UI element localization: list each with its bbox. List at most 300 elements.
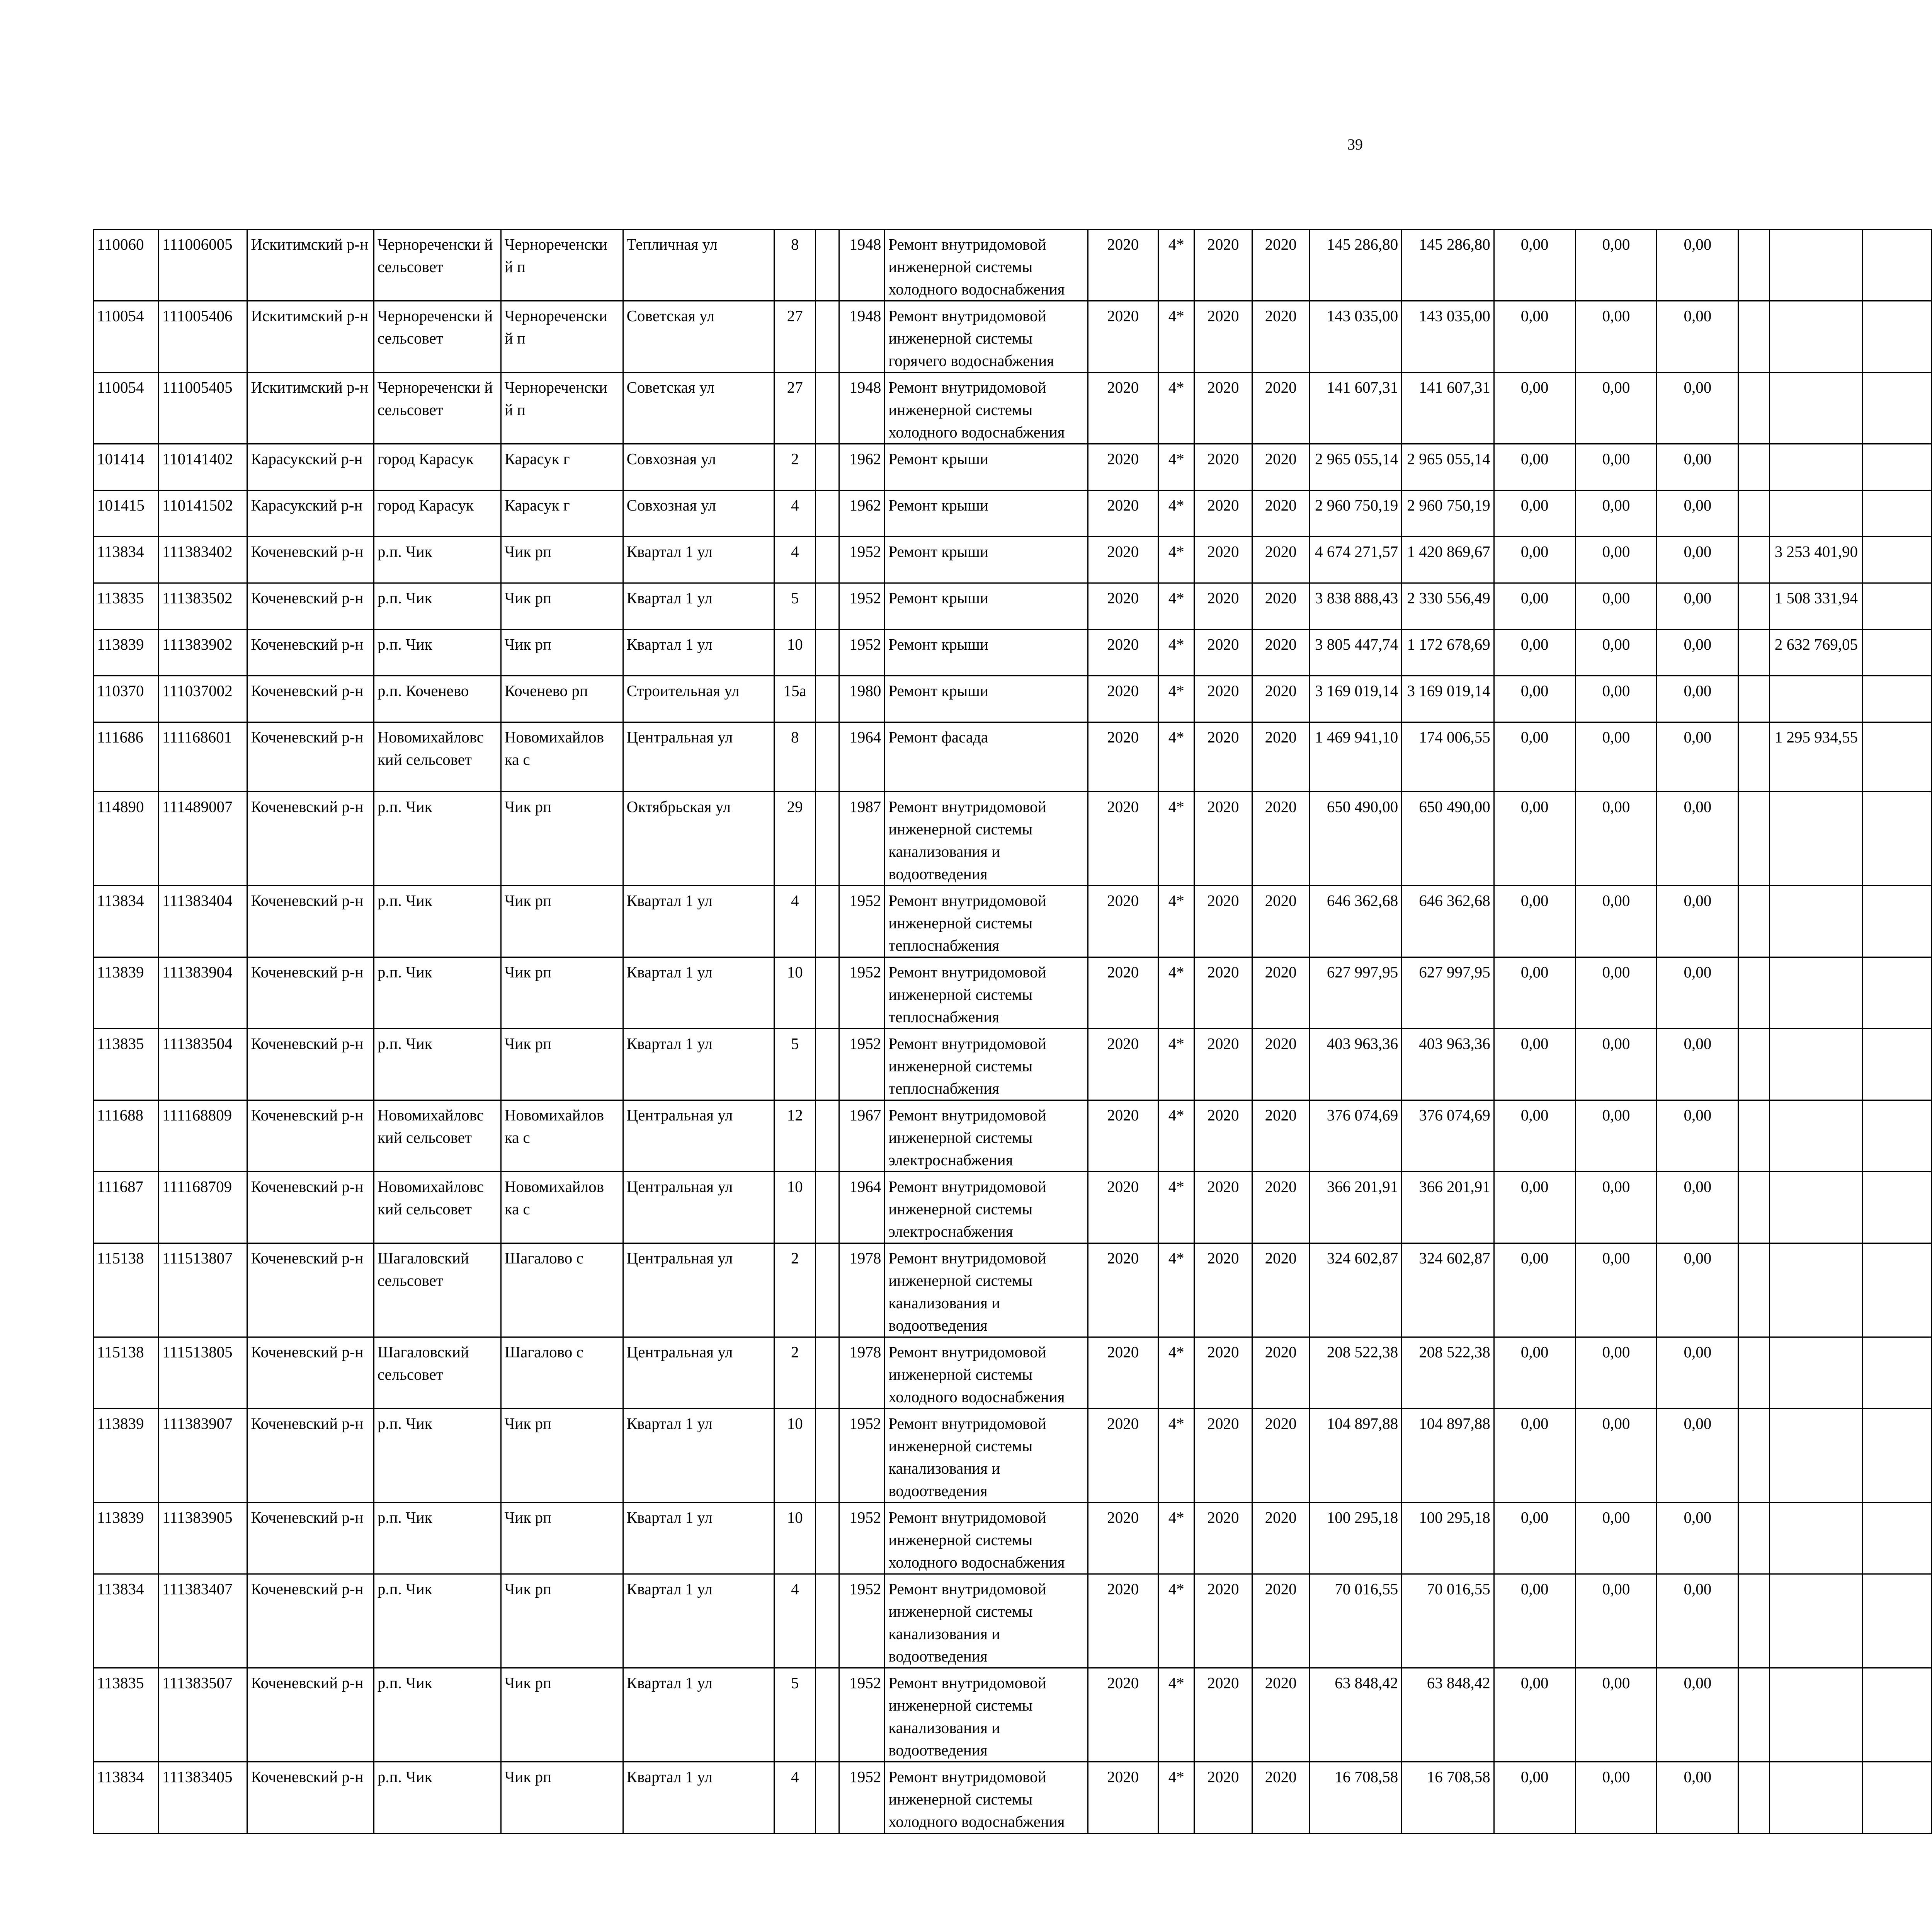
- cell-building: [816, 886, 839, 957]
- cell-cost-col-19: 0,00: [1657, 630, 1738, 676]
- cell-start-year: 2020: [1194, 537, 1252, 583]
- cell-cost-col-17: 0,00: [1494, 301, 1575, 373]
- cell-plan-year: 2020: [1088, 1574, 1158, 1668]
- cell-total-cost: 3 169 019,14: [1310, 676, 1402, 722]
- cell-settlement: Чик рп: [501, 957, 623, 1029]
- cell-cost-col-18: 0,00: [1575, 957, 1657, 1029]
- cell-cost-col-19: 0,00: [1657, 1243, 1738, 1337]
- cell-other-cost: [1770, 490, 1863, 537]
- cell-plan-year: 2020: [1088, 886, 1158, 957]
- cell-total-cost: 650 490,00: [1310, 792, 1402, 886]
- cell-empty-col-22: [1863, 957, 1932, 1029]
- cell-cost-col-17: 0,00: [1494, 537, 1575, 583]
- table-row: [94, 444, 1932, 490]
- cell-fund-cost: 174 006,55: [1402, 722, 1494, 792]
- cell-stage: 4*: [1158, 1337, 1194, 1409]
- cell-program-id: 111005405: [159, 373, 247, 444]
- cell-cost-col-18: 0,00: [1575, 1762, 1657, 1834]
- cell-total-cost: 141 607,31: [1310, 373, 1402, 444]
- cell-fund-cost: 3 169 019,14: [1402, 676, 1494, 722]
- cell-district: Коченевский р-н: [247, 1409, 374, 1503]
- cell-plan-year: 2020: [1088, 1762, 1158, 1834]
- cell-street: Тепличная ул: [623, 230, 774, 301]
- cell-building: [816, 1574, 839, 1668]
- cell-cost-col-18: 0,00: [1575, 722, 1657, 792]
- cell-work-type: Ремонт внутридомовой инженерной системы теплоснабжения: [885, 957, 1088, 1029]
- cell-house-number: 15а: [774, 676, 816, 722]
- cell-empty-col-22: [1863, 1243, 1932, 1337]
- cell-cost-col-18: 0,00: [1575, 583, 1657, 630]
- cell-settlement: Чик рп: [501, 537, 623, 583]
- cell-municipality: Чернореченски й сельсовет: [374, 301, 501, 373]
- table-row: [94, 792, 1932, 886]
- cell-cost-col-19: 0,00: [1657, 1172, 1738, 1243]
- cell-end-year: 2020: [1252, 537, 1310, 583]
- cell-building: [816, 957, 839, 1029]
- cell-fund-cost: 376 074,69: [1402, 1100, 1494, 1172]
- cell-end-year: 2020: [1252, 490, 1310, 537]
- cell-start-year: 2020: [1194, 957, 1252, 1029]
- cell-cost-col-19: 0,00: [1657, 957, 1738, 1029]
- cell-total-cost: 2 960 750,19: [1310, 490, 1402, 537]
- cell-house-id: 113834: [94, 537, 159, 583]
- cell-end-year: 2020: [1252, 792, 1310, 886]
- cell-cost-col-19: 0,00: [1657, 490, 1738, 537]
- cell-empty-col-22: [1863, 301, 1932, 373]
- cell-empty-col-20: [1738, 1243, 1770, 1337]
- cell-other-cost: [1770, 676, 1863, 722]
- cell-empty-col-22: [1863, 1100, 1932, 1172]
- cell-fund-cost: 104 897,88: [1402, 1409, 1494, 1503]
- cell-house-number: 10: [774, 1503, 816, 1574]
- cell-street: Строительная ул: [623, 676, 774, 722]
- cell-cost-col-17: 0,00: [1494, 630, 1575, 676]
- cell-house-id: 113839: [94, 1409, 159, 1503]
- cell-plan-year: 2020: [1088, 676, 1158, 722]
- cell-cost-col-18: 0,00: [1575, 1243, 1657, 1337]
- cell-cost-col-18: 0,00: [1575, 1337, 1657, 1409]
- cell-building: [816, 1029, 839, 1100]
- cell-total-cost: 3 805 447,74: [1310, 630, 1402, 676]
- cell-end-year: 2020: [1252, 1029, 1310, 1100]
- cell-empty-col-22: [1863, 676, 1932, 722]
- register-table: [93, 229, 1932, 1834]
- cell-other-cost: [1770, 373, 1863, 444]
- cell-program-id: 111037002: [159, 676, 247, 722]
- cell-other-cost: [1770, 1172, 1863, 1243]
- cell-building: [816, 630, 839, 676]
- cell-house-number: 4: [774, 1762, 816, 1834]
- cell-fund-cost: 143 035,00: [1402, 301, 1494, 373]
- cell-house-number: 10: [774, 630, 816, 676]
- cell-work-type: Ремонт внутридомовой инженерной системы канализования и водоотведения: [885, 1668, 1088, 1762]
- cell-work-type: Ремонт внутридомовой инженерной системы теплоснабжения: [885, 1029, 1088, 1100]
- cell-work-type: Ремонт внутридомовой инженерной системы электроснабжения: [885, 1100, 1088, 1172]
- cell-year-built: 1952: [839, 886, 884, 957]
- table-row: [94, 1100, 1932, 1172]
- cell-empty-col-20: [1738, 1503, 1770, 1574]
- cell-empty-col-20: [1738, 301, 1770, 373]
- cell-street: Центральная ул: [623, 1337, 774, 1409]
- cell-start-year: 2020: [1194, 444, 1252, 490]
- cell-program-id: 111383904: [159, 957, 247, 1029]
- cell-street: Центральная ул: [623, 722, 774, 792]
- table-row: [94, 373, 1932, 444]
- cell-house-id: 101415: [94, 490, 159, 537]
- cell-house-number: 5: [774, 1668, 816, 1762]
- cell-plan-year: 2020: [1088, 301, 1158, 373]
- cell-empty-col-20: [1738, 444, 1770, 490]
- cell-house-number: 27: [774, 373, 816, 444]
- cell-other-cost: [1770, 1100, 1863, 1172]
- cell-start-year: 2020: [1194, 373, 1252, 444]
- cell-stage: 4*: [1158, 230, 1194, 301]
- cell-cost-col-19: 0,00: [1657, 1100, 1738, 1172]
- cell-cost-col-18: 0,00: [1575, 444, 1657, 490]
- cell-year-built: 1948: [839, 373, 884, 444]
- cell-settlement: Чик рп: [501, 792, 623, 886]
- cell-fund-cost: 627 997,95: [1402, 957, 1494, 1029]
- cell-total-cost: 63 848,42: [1310, 1668, 1402, 1762]
- cell-total-cost: 3 838 888,43: [1310, 583, 1402, 630]
- cell-cost-col-18: 0,00: [1575, 630, 1657, 676]
- cell-program-id: 111005406: [159, 301, 247, 373]
- cell-district: Коченевский р-н: [247, 583, 374, 630]
- cell-cost-col-18: 0,00: [1575, 1574, 1657, 1668]
- cell-other-cost: 3 253 401,90: [1770, 537, 1863, 583]
- cell-empty-col-20: [1738, 490, 1770, 537]
- cell-empty-col-20: [1738, 1668, 1770, 1762]
- cell-house-number: 4: [774, 537, 816, 583]
- cell-empty-col-22: [1863, 886, 1932, 957]
- cell-house-id: 113839: [94, 1503, 159, 1574]
- cell-street: Квартал 1 ул: [623, 1668, 774, 1762]
- cell-stage: 4*: [1158, 1762, 1194, 1834]
- cell-work-type: Ремонт внутридомовой инженерной системы холодного водоснабжения: [885, 230, 1088, 301]
- cell-work-type: Ремонт внутридомовой инженерной системы канализования и водоотведения: [885, 1574, 1088, 1668]
- cell-empty-col-20: [1738, 957, 1770, 1029]
- cell-municipality: город Карасук: [374, 444, 501, 490]
- cell-district: Коченевский р-н: [247, 630, 374, 676]
- cell-year-built: 1978: [839, 1243, 884, 1337]
- cell-settlement: Коченево рп: [501, 676, 623, 722]
- cell-cost-col-18: 0,00: [1575, 792, 1657, 886]
- cell-house-id: 110370: [94, 676, 159, 722]
- cell-building: [816, 1243, 839, 1337]
- cell-cost-col-19: 0,00: [1657, 1503, 1738, 1574]
- cell-cost-col-18: 0,00: [1575, 1100, 1657, 1172]
- cell-plan-year: 2020: [1088, 1172, 1158, 1243]
- cell-start-year: 2020: [1194, 1337, 1252, 1409]
- table-row: [94, 1762, 1932, 1834]
- cell-plan-year: 2020: [1088, 1029, 1158, 1100]
- cell-fund-cost: 650 490,00: [1402, 792, 1494, 886]
- cell-plan-year: 2020: [1088, 373, 1158, 444]
- cell-cost-col-17: 0,00: [1494, 1337, 1575, 1409]
- cell-municipality: р.п. Чик: [374, 957, 501, 1029]
- cell-municipality: р.п. Чик: [374, 1029, 501, 1100]
- cell-cost-col-17: 0,00: [1494, 722, 1575, 792]
- cell-end-year: 2020: [1252, 301, 1310, 373]
- cell-empty-col-20: [1738, 886, 1770, 957]
- cell-year-built: 1952: [839, 630, 884, 676]
- cell-start-year: 2020: [1194, 792, 1252, 886]
- cell-empty-col-20: [1738, 722, 1770, 792]
- cell-total-cost: 208 522,38: [1310, 1337, 1402, 1409]
- cell-plan-year: 2020: [1088, 722, 1158, 792]
- table-row: [94, 490, 1932, 537]
- cell-street: Квартал 1 ул: [623, 1409, 774, 1503]
- cell-house-id: 113835: [94, 1029, 159, 1100]
- cell-house-number: 4: [774, 1574, 816, 1668]
- cell-settlement: Шагалово с: [501, 1337, 623, 1409]
- cell-empty-col-22: [1863, 537, 1932, 583]
- cell-house-number: 12: [774, 1100, 816, 1172]
- cell-work-type: Ремонт крыши: [885, 676, 1088, 722]
- cell-work-type: Ремонт внутридомовой инженерной системы горячего водоснабжения: [885, 301, 1088, 373]
- cell-street: Квартал 1 ул: [623, 886, 774, 957]
- cell-plan-year: 2020: [1088, 630, 1158, 676]
- cell-end-year: 2020: [1252, 373, 1310, 444]
- cell-end-year: 2020: [1252, 676, 1310, 722]
- cell-empty-col-22: [1863, 373, 1932, 444]
- cell-program-id: 110141402: [159, 444, 247, 490]
- cell-stage: 4*: [1158, 1243, 1194, 1337]
- cell-fund-cost: 141 607,31: [1402, 373, 1494, 444]
- cell-work-type: Ремонт внутридомовой инженерной системы холодного водоснабжения: [885, 1503, 1088, 1574]
- cell-street: Квартал 1 ул: [623, 957, 774, 1029]
- cell-plan-year: 2020: [1088, 490, 1158, 537]
- cell-end-year: 2020: [1252, 1503, 1310, 1574]
- cell-cost-col-19: 0,00: [1657, 1029, 1738, 1100]
- cell-street: Советская ул: [623, 301, 774, 373]
- cell-year-built: 1952: [839, 1503, 884, 1574]
- cell-building: [816, 676, 839, 722]
- register-table-body: [94, 230, 1932, 1834]
- cell-stage: 4*: [1158, 792, 1194, 886]
- cell-building: [816, 792, 839, 886]
- cell-end-year: 2020: [1252, 1574, 1310, 1668]
- cell-empty-col-22: [1863, 1503, 1932, 1574]
- cell-settlement: Шагалово с: [501, 1243, 623, 1337]
- cell-plan-year: 2020: [1088, 1668, 1158, 1762]
- cell-cost-col-19: 0,00: [1657, 1337, 1738, 1409]
- cell-program-id: 111168601: [159, 722, 247, 792]
- cell-building: [816, 230, 839, 301]
- cell-district: Коченевский р-н: [247, 676, 374, 722]
- cell-street: Квартал 1 ул: [623, 1762, 774, 1834]
- cell-end-year: 2020: [1252, 722, 1310, 792]
- cell-end-year: 2020: [1252, 1762, 1310, 1834]
- cell-house-id: 101414: [94, 444, 159, 490]
- cell-work-type: Ремонт внутридомовой инженерной системы электроснабжения: [885, 1172, 1088, 1243]
- cell-street: Советская ул: [623, 373, 774, 444]
- cell-empty-col-20: [1738, 537, 1770, 583]
- cell-municipality: р.п. Чик: [374, 886, 501, 957]
- cell-district: Коченевский р-н: [247, 1668, 374, 1762]
- cell-cost-col-19: 0,00: [1657, 1762, 1738, 1834]
- cell-building: [816, 1172, 839, 1243]
- cell-house-id: 110054: [94, 301, 159, 373]
- cell-house-number: 8: [774, 230, 816, 301]
- cell-program-id: 111383504: [159, 1029, 247, 1100]
- cell-district: Искитимский р-н: [247, 230, 374, 301]
- cell-program-id: 110141502: [159, 490, 247, 537]
- cell-end-year: 2020: [1252, 630, 1310, 676]
- cell-stage: 4*: [1158, 1409, 1194, 1503]
- cell-empty-col-22: [1863, 1029, 1932, 1100]
- cell-work-type: Ремонт фасада: [885, 722, 1088, 792]
- cell-work-type: Ремонт внутридомовой инженерной системы холодного водоснабжения: [885, 373, 1088, 444]
- cell-plan-year: 2020: [1088, 1100, 1158, 1172]
- cell-district: Коченевский р-н: [247, 1574, 374, 1668]
- cell-stage: 4*: [1158, 1668, 1194, 1762]
- cell-start-year: 2020: [1194, 490, 1252, 537]
- cell-cost-col-17: 0,00: [1494, 957, 1575, 1029]
- cell-house-number: 4: [774, 490, 816, 537]
- cell-total-cost: 646 362,68: [1310, 886, 1402, 957]
- cell-district: Коченевский р-н: [247, 1100, 374, 1172]
- cell-stage: 4*: [1158, 373, 1194, 444]
- cell-other-cost: [1770, 1503, 1863, 1574]
- cell-house-id: 113834: [94, 886, 159, 957]
- table-row: [94, 301, 1932, 373]
- cell-cost-col-17: 0,00: [1494, 676, 1575, 722]
- cell-district: Коченевский р-н: [247, 1503, 374, 1574]
- cell-fund-cost: 2 330 556,49: [1402, 583, 1494, 630]
- cell-settlement: Карасук г: [501, 490, 623, 537]
- cell-settlement: Чик рп: [501, 1409, 623, 1503]
- cell-stage: 4*: [1158, 722, 1194, 792]
- cell-municipality: р.п. Чик: [374, 1409, 501, 1503]
- cell-total-cost: 376 074,69: [1310, 1100, 1402, 1172]
- cell-street: Квартал 1 ул: [623, 1029, 774, 1100]
- table-row: [94, 1029, 1932, 1100]
- cell-year-built: 1948: [839, 301, 884, 373]
- cell-cost-col-18: 0,00: [1575, 886, 1657, 957]
- cell-municipality: р.п. Чик: [374, 1668, 501, 1762]
- cell-stage: 4*: [1158, 301, 1194, 373]
- cell-plan-year: 2020: [1088, 230, 1158, 301]
- cell-settlement: Карасук г: [501, 444, 623, 490]
- cell-fund-cost: 100 295,18: [1402, 1503, 1494, 1574]
- cell-empty-col-22: [1863, 583, 1932, 630]
- cell-house-id: 115138: [94, 1243, 159, 1337]
- cell-cost-col-19: 0,00: [1657, 722, 1738, 792]
- cell-cost-col-17: 0,00: [1494, 1100, 1575, 1172]
- cell-empty-col-20: [1738, 1409, 1770, 1503]
- cell-building: [816, 537, 839, 583]
- cell-total-cost: 100 295,18: [1310, 1503, 1402, 1574]
- cell-district: Карасукский р-н: [247, 490, 374, 537]
- cell-work-type: Ремонт крыши: [885, 630, 1088, 676]
- cell-end-year: 2020: [1252, 1100, 1310, 1172]
- table-row: [94, 583, 1932, 630]
- cell-other-cost: [1770, 444, 1863, 490]
- cell-stage: 4*: [1158, 444, 1194, 490]
- cell-fund-cost: 208 522,38: [1402, 1337, 1494, 1409]
- cell-end-year: 2020: [1252, 957, 1310, 1029]
- cell-empty-col-20: [1738, 792, 1770, 886]
- cell-empty-col-22: [1863, 1337, 1932, 1409]
- cell-house-id: 114890: [94, 792, 159, 886]
- cell-street: Совхозная ул: [623, 490, 774, 537]
- cell-end-year: 2020: [1252, 1172, 1310, 1243]
- cell-empty-col-22: [1863, 722, 1932, 792]
- cell-settlement: Чернореченски й п: [501, 373, 623, 444]
- table-row: [94, 886, 1932, 957]
- cell-house-number: 5: [774, 1029, 816, 1100]
- cell-start-year: 2020: [1194, 1574, 1252, 1668]
- cell-plan-year: 2020: [1088, 537, 1158, 583]
- cell-stage: 4*: [1158, 886, 1194, 957]
- cell-total-cost: 16 708,58: [1310, 1762, 1402, 1834]
- cell-year-built: 1952: [839, 1029, 884, 1100]
- cell-work-type: Ремонт внутридомовой инженерной системы холодного водоснабжения: [885, 1762, 1088, 1834]
- cell-year-built: 1952: [839, 957, 884, 1029]
- cell-settlement: Чик рп: [501, 1574, 623, 1668]
- cell-plan-year: 2020: [1088, 1503, 1158, 1574]
- cell-start-year: 2020: [1194, 230, 1252, 301]
- cell-stage: 4*: [1158, 1503, 1194, 1574]
- cell-program-id: 111006005: [159, 230, 247, 301]
- cell-house-id: 110060: [94, 230, 159, 301]
- cell-year-built: 1952: [839, 1409, 884, 1503]
- cell-cost-col-18: 0,00: [1575, 230, 1657, 301]
- cell-cost-col-19: 0,00: [1657, 1574, 1738, 1668]
- cell-start-year: 2020: [1194, 1172, 1252, 1243]
- cell-district: Коченевский р-н: [247, 1172, 374, 1243]
- cell-plan-year: 2020: [1088, 1243, 1158, 1337]
- cell-plan-year: 2020: [1088, 957, 1158, 1029]
- cell-cost-col-19: 0,00: [1657, 583, 1738, 630]
- cell-cost-col-18: 0,00: [1575, 490, 1657, 537]
- cell-street: Квартал 1 ул: [623, 537, 774, 583]
- cell-cost-col-19: 0,00: [1657, 1409, 1738, 1503]
- cell-municipality: город Карасук: [374, 490, 501, 537]
- cell-municipality: р.п. Чик: [374, 792, 501, 886]
- cell-year-built: 1952: [839, 1762, 884, 1834]
- cell-district: Коченевский р-н: [247, 1243, 374, 1337]
- cell-settlement: Чик рп: [501, 583, 623, 630]
- cell-house-id: 113839: [94, 957, 159, 1029]
- cell-stage: 4*: [1158, 537, 1194, 583]
- cell-program-id: 111513805: [159, 1337, 247, 1409]
- cell-cost-col-17: 0,00: [1494, 1503, 1575, 1574]
- cell-empty-col-22: [1863, 1172, 1932, 1243]
- cell-empty-col-22: [1863, 490, 1932, 537]
- table-row: [94, 722, 1932, 792]
- cell-settlement: Чик рп: [501, 630, 623, 676]
- table-row: [94, 1668, 1932, 1762]
- cell-street: Центральная ул: [623, 1100, 774, 1172]
- cell-district: Коченевский р-н: [247, 792, 374, 886]
- cell-program-id: 111489007: [159, 792, 247, 886]
- cell-cost-col-19: 0,00: [1657, 886, 1738, 957]
- cell-cost-col-17: 0,00: [1494, 1762, 1575, 1834]
- cell-district: Коченевский р-н: [247, 1337, 374, 1409]
- cell-house-number: 29: [774, 792, 816, 886]
- cell-cost-col-18: 0,00: [1575, 373, 1657, 444]
- cell-fund-cost: 403 963,36: [1402, 1029, 1494, 1100]
- cell-year-built: 1964: [839, 722, 884, 792]
- cell-empty-col-22: [1863, 1668, 1932, 1762]
- cell-building: [816, 1762, 839, 1834]
- cell-municipality: Шагаловский сельсовет: [374, 1337, 501, 1409]
- cell-cost-col-18: 0,00: [1575, 1503, 1657, 1574]
- cell-program-id: 111383902: [159, 630, 247, 676]
- cell-street: Квартал 1 ул: [623, 1574, 774, 1668]
